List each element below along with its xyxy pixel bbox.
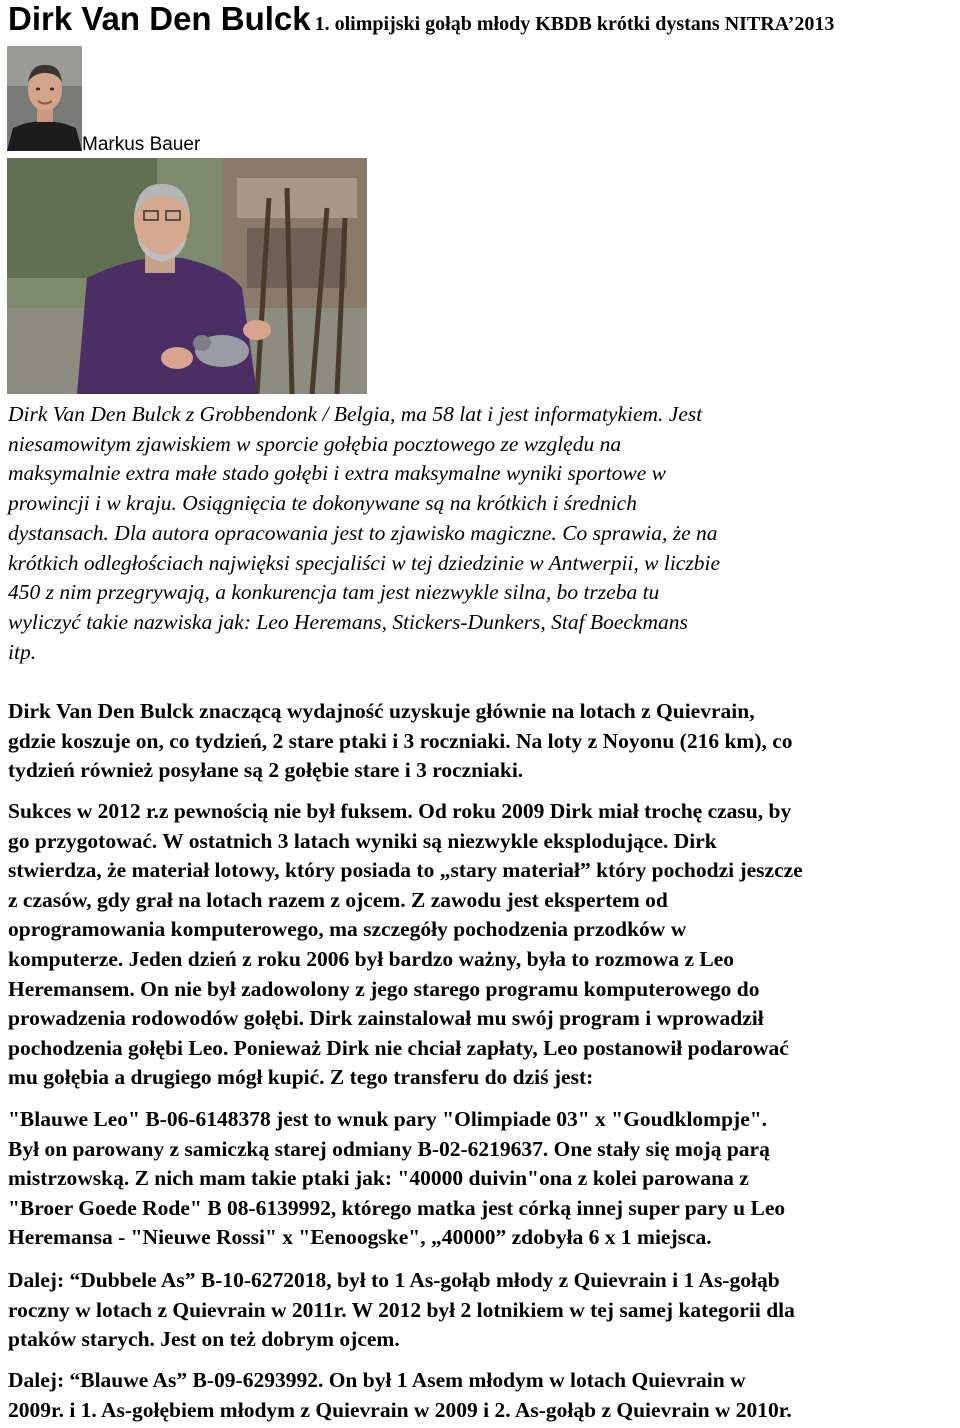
paragraph-line: Dirk Van Den Bulck znaczącą wydajność uzyskuje głównie na lotach z Quievrain, [8, 699, 755, 723]
paragraph-line: komputerze. Jeden dzień z roku 2006 był bardzo ważny, była to rozmowa z Leo [8, 946, 734, 971]
paragraph-line: mistrzowską. Z nich mam takie ptaki jak: "40000 duivin"ona z kolei parowana z [8, 1166, 749, 1191]
paragraph-line: 2009r. i 1. As-gołębiem młodym z Quievrain w 2009 i 2. As-gołąb z Quievrain w 2010r. [8, 1397, 792, 1422]
paragraph-line: ptaków starych. Jest on też dobrym ojcem. [8, 1327, 400, 1352]
paragraph-blauwe-as [8, 1366, 960, 1425]
intro-line: prowincji i w kraju. Osiągnięcia te dokonywane są na krótkich i średnich [8, 491, 637, 516]
paragraph-line: prowadzenia rodowodów gołębi. Dirk zainstalował mu swój program i wprowadził [8, 1006, 764, 1031]
title-subtitle: 1. olimpijski gołąb młody KBDB krótki dystans NITRA’2013 [314, 13, 835, 35]
paragraph-line: roczny w lotach z Quievrain w 2011r. W 2012 był 2 lotnikiem w tej samej kategorii dla [8, 1297, 795, 1322]
paragraph-line: "Blauwe Leo" B-06-6148378 jest to wnuk pary "Olimpiade 03" x "Goudklompje". [8, 1107, 768, 1131]
intro-line: itp. [8, 639, 37, 664]
document-title [8, 0, 834, 38]
paragraph-line: Dalej: “Blauwe As” B-09-6293992. On był 1 Asem młodym w lotach Quievrain w [8, 1368, 746, 1392]
paragraph-line: z czasów, gdy grał na lotach razem z ojcem. Z zawodu jest ekspertem od [8, 887, 668, 912]
intro-line: krótkich odległościach najwięksi specjaliści w tej dziedzinie w Antwerpii, w liczbie [8, 550, 720, 575]
intro-line: dystansach. Dla autora opracowania jest to zjawisko magiczne. Co sprawia, że na [8, 520, 718, 545]
paragraph-line: Dalej: “Dubbele As” B-10-6272018, był to 1 As-gołąb młody z Quievrain i 1 As-gołąb [8, 1268, 780, 1292]
intro-paragraph [8, 400, 958, 667]
paragraph-line: Był on parowany z samiczką starej odmiany B-02-6219637. One stały się moją parą [8, 1136, 770, 1161]
paragraph-line: mu gołębia a drugiego mógł kupić. Z tego transferu do dziś jest: [8, 1065, 594, 1090]
paragraph-line: oprogramowania komputerowego, ma szczegóły pochodzenia przodków w [8, 917, 687, 942]
intro-line: niesamowitym zjawiskiem w sporcie gołębia pocztowego ze względu na [8, 431, 622, 456]
title-name: Dirk Van Den Bulck [8, 0, 311, 37]
paragraph-line: pochodzenia gołębi Leo. Ponieważ Dirk nie chciał zapłaty, Leo postanowił podarować [8, 1035, 789, 1060]
paragraph-quievrain [8, 697, 960, 786]
paragraph-line: "Broer Goede Rode" B 08-6139992, którego matka jest córką innej super pary u Leo [8, 1195, 786, 1220]
paragraph-line: Heremansem. On nie był zadowolony z jego starego programu komputerowego do [8, 976, 760, 1001]
paragraph-line: Sukces w 2012 r.z pewnością nie był fuksem. Od roku 2009 Dirk miał trochę czasu, by [8, 799, 792, 823]
paragraph-line: Heremansa - "Nieuwe Rossi" x "Eenoogske", „40000” zdobyła 6 x 1 miejsca. [8, 1225, 712, 1250]
paragraph-success-2012 [8, 797, 960, 1093]
paragraph-dubbele-as [8, 1266, 960, 1355]
paragraph-line: gdzie koszuje on, co tydzień, 2 stare ptaki i 3 roczniaki. Na loty z Noyonu (216 km), co [8, 728, 793, 753]
author-portrait-photo [7, 46, 82, 151]
breeder-with-pigeon-photo [7, 158, 367, 394]
intro-line: wyliczyć takie nazwiska jak: Leo Heremans, Stickers-Dunkers, Staf Boeckmans [8, 609, 688, 634]
paragraph-line: go przygotować. W ostatnich 3 latach wyniki są niezwykle eksplodujące. Dirk [8, 828, 717, 853]
paragraph-line: tydzień również posyłane są 2 gołębie stare i 3 roczniaki. [8, 758, 524, 783]
paragraph-blauwe-leo [8, 1105, 960, 1253]
intro-line: 450 z nim przegrywają, a konkurencja tam jest niezwykle silna, bo trzeba tu [8, 580, 660, 605]
intro-line: maksymalnie extra małe stado gołębi i extra maksymalne wyniki sportowe w [8, 461, 667, 486]
portrait-caption: Markus Bauer [82, 134, 201, 155]
intro-line: Dirk Van Den Bulck z Grobbendonk / Belgia, ma 58 lat i jest informatykiem. Jest [8, 402, 703, 426]
paragraph-line: stwierdza, że materiał lotowy, który posiada to „stary materiał” który pochodzi jeszcze [8, 858, 803, 883]
